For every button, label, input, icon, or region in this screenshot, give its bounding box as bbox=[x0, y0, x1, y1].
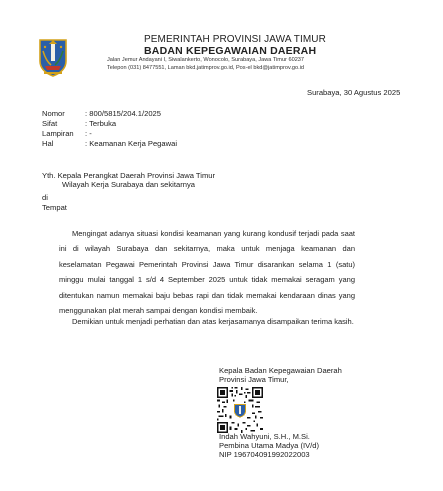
meta-value-nomor: : 800/5815/204.1/2025 bbox=[85, 109, 162, 118]
meta-label-hal: Hal bbox=[42, 139, 54, 148]
meta-value-lampiran: : - bbox=[85, 129, 92, 138]
meta-label-nomor: Nomor bbox=[42, 109, 65, 118]
agency-name: BADAN KEPEGAWAIAN DAERAH bbox=[144, 45, 317, 57]
addressee-place: Tempat bbox=[42, 203, 67, 212]
addressee-di: di bbox=[42, 193, 48, 202]
letter-date: Surabaya, 30 Agustus 2025 bbox=[307, 88, 401, 97]
addressee-line1: Yth. Kepala Perangkat Daerah Provinsi Jawa Timur bbox=[42, 171, 216, 180]
body-paragraph-1: Mengingat adanya situasi kondisi keamanan yang kurang kondusif terjadi pada saat ini di wilayah Surabaya dan sekitarnya, maka untuk menjaga keamanan dan keselamatan Pegawai Pemerintah Provinsi Jawa Timur disarankan selama 1 (satu) minggu mulai tanggal 1 s/d 4 September 2025 untuk tidak memakai seragam yang ditentukan namun memakai baju bebas rapi dan tidak memakai kendaraan dinas yang menggunakan plat merah sampai dengan kondisi membaik. bbox=[59, 229, 355, 316]
meta-value-sifat: : Terbuka bbox=[85, 119, 117, 128]
addressee-line2: Wilayah Kerja Surabaya dan sekitarnya bbox=[62, 180, 195, 189]
signatory-rank: Pembina Utama Madya (IV/d) bbox=[219, 441, 320, 450]
meta-label-sifat: Sifat bbox=[42, 119, 58, 128]
agency-address: Jalan Jemur Andayani I, Siwalankerto, Wonocolo, Surabaya, Jawa Timur 60237 bbox=[107, 57, 305, 63]
body-paragraph-2: Demikian untuk menjadi perhatian dan atas kerjasamanya disampaikan terima kasih. bbox=[72, 317, 354, 326]
signatory-title-2: Provinsi Jawa Timur, bbox=[219, 375, 289, 384]
east-java-coat-of-arms-icon bbox=[38, 37, 68, 77]
signatory-name: Indah Wahyuni, S.H., M.Si. bbox=[219, 432, 310, 441]
agency-contact: Telepon (031) 8477551, Laman bkd.jatimprov.go.id, Pos-el bkd@jatimprov.go.id bbox=[107, 65, 305, 71]
meta-value-hal: : Keamanan Kerja Pegawai bbox=[85, 139, 178, 148]
signatory-title-1: Kepala Badan Kepegawaian Daerah bbox=[219, 366, 342, 375]
qr-code-icon bbox=[217, 387, 263, 433]
government-name: PEMERINTAH PROVINSI JAWA TIMUR bbox=[144, 34, 326, 45]
meta-label-lampiran: Lampiran bbox=[42, 129, 74, 138]
signatory-nip: NIP 196704091992022003 bbox=[219, 450, 310, 459]
